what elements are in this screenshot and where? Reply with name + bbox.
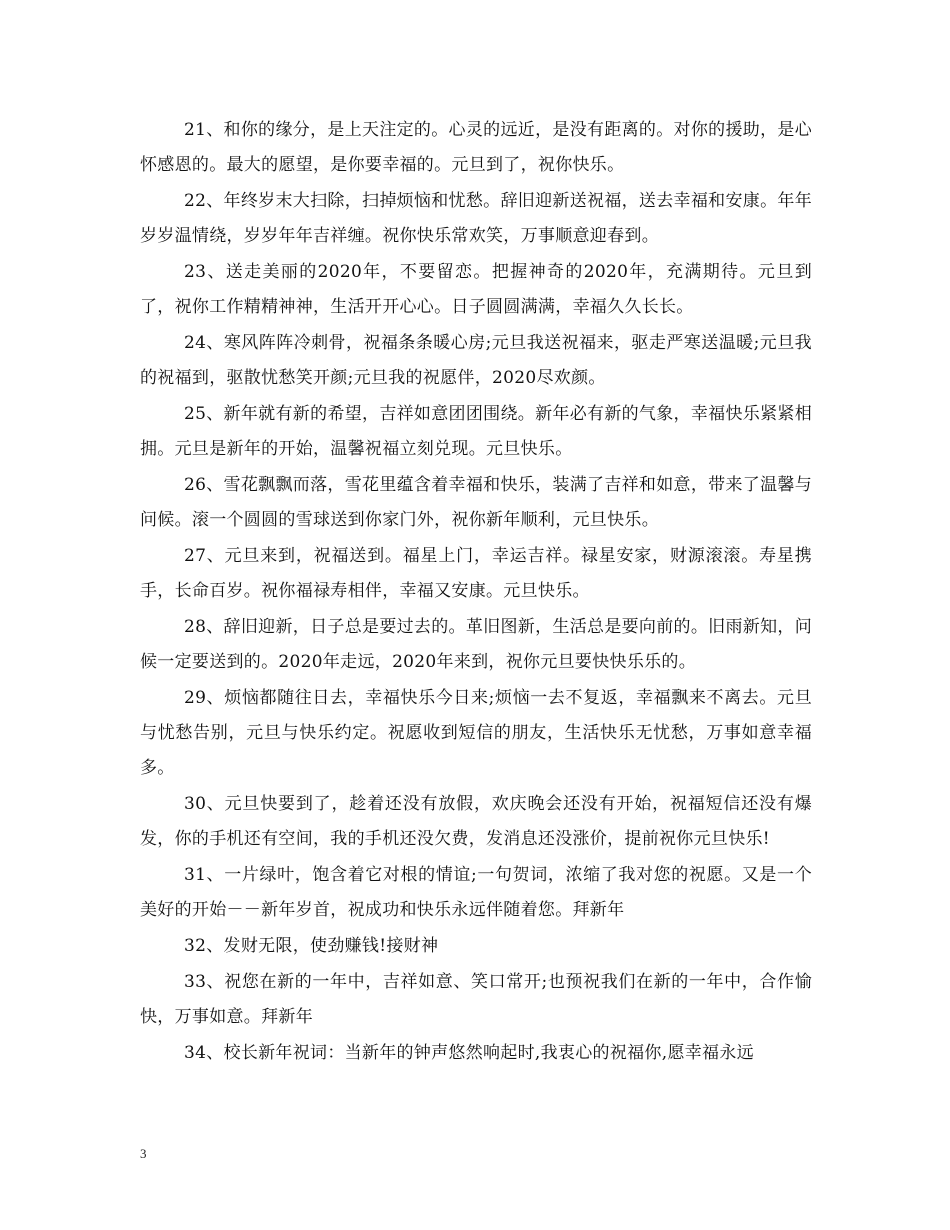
paragraph-33: 33、祝您在新的一年中，吉祥如意、笑口常开;也预祝我们在新的一年中，合作愉快，万事如意。拜新年 — [140, 972, 812, 1027]
paragraph-24: 24、寒风阵阵冷刺骨，祝福条条暖心房;元旦我送祝福来，驱走严寒送温暖;元旦我的祝福到，驱散忧愁笑开颜;元旦我的祝愿伴，2020尽欢颜。 — [140, 333, 812, 388]
paragraph-28: 28、辞旧迎新，日子总是要过去的。革旧图新，生活总是要向前的。旧雨新知，问候一定要送到的。2020年走远，2020年来到，祝你元旦要快快乐乐的。 — [140, 617, 812, 672]
paragraph-26: 26、雪花飘飘而落，雪花里蕴含着幸福和快乐，装满了吉祥和如意，带来了温馨与问候。滚一个圆圆的雪球送到你家门外，祝你新年顺利，元旦快乐。 — [140, 475, 812, 530]
paragraph-34: 34、校长新年祝词：当新年的钟声悠然响起时,我衷心的祝福你,愿幸福永远 — [184, 1043, 754, 1063]
paragraph-23: 23、送走美丽的2020年，不要留恋。把握神奇的2020年，充满期待。元旦到了，祝你工作精精神神，生活开开心心。日子圆圆满满，幸福久久长长。 — [140, 262, 812, 317]
paragraph-25: 25、新年就有新的希望，吉祥如意团团围绕。新年必有新的气象，幸福快乐紧紧相拥。元旦是新年的开始，温馨祝福立刻兑现。元旦快乐。 — [140, 404, 812, 459]
paragraph-32: 32、发财无限，使劲赚钱!接财神 — [184, 936, 439, 956]
paragraph-30: 30、元旦快要到了，趁着还没有放假，欢庆晚会还没有开始，祝福短信还没有爆发，你的手机还有空间，我的手机还没欠费，发消息还没涨价，提前祝你元旦快乐! — [140, 794, 812, 849]
paragraph-29: 29、烦恼都随往日去，幸福快乐今日来;烦恼一去不复返，幸福飘来不离去。元旦与忧愁告别，元旦与快乐约定。祝愿收到短信的朋友，生活快乐无忧愁，万事如意幸福多。 — [140, 688, 812, 778]
document-body — [140, 113, 812, 1072]
paragraph-27: 27、元旦来到，祝福送到。福星上门，幸运吉祥。禄星安家，财源滚滚。寿星携手，长命百岁。祝你福禄寿相伴，幸福又安康。元旦快乐。 — [140, 546, 812, 601]
page-number: 3 — [140, 1146, 147, 1161]
paragraph-22: 22、年终岁末大扫除，扫掉烦恼和忧愁。辞旧迎新送祝福，送去幸福和安康。年年岁岁温情绕，岁岁年年吉祥缠。祝你快乐常欢笑，万事顺意迎春到。 — [140, 191, 812, 246]
paragraph-31: 31、一片绿叶，饱含着它对根的情谊;一句贺词，浓缩了我对您的祝愿。又是一个美好的开始－－新年岁首，祝成功和快乐永远伴随着您。拜新年 — [140, 865, 812, 920]
paragraph-21: 21、和你的缘分，是上天注定的。心灵的远近，是没有距离的。对你的援助，是心怀感恩的。最大的愿望，是你要幸福的。元旦到了，祝你快乐。 — [140, 120, 812, 175]
